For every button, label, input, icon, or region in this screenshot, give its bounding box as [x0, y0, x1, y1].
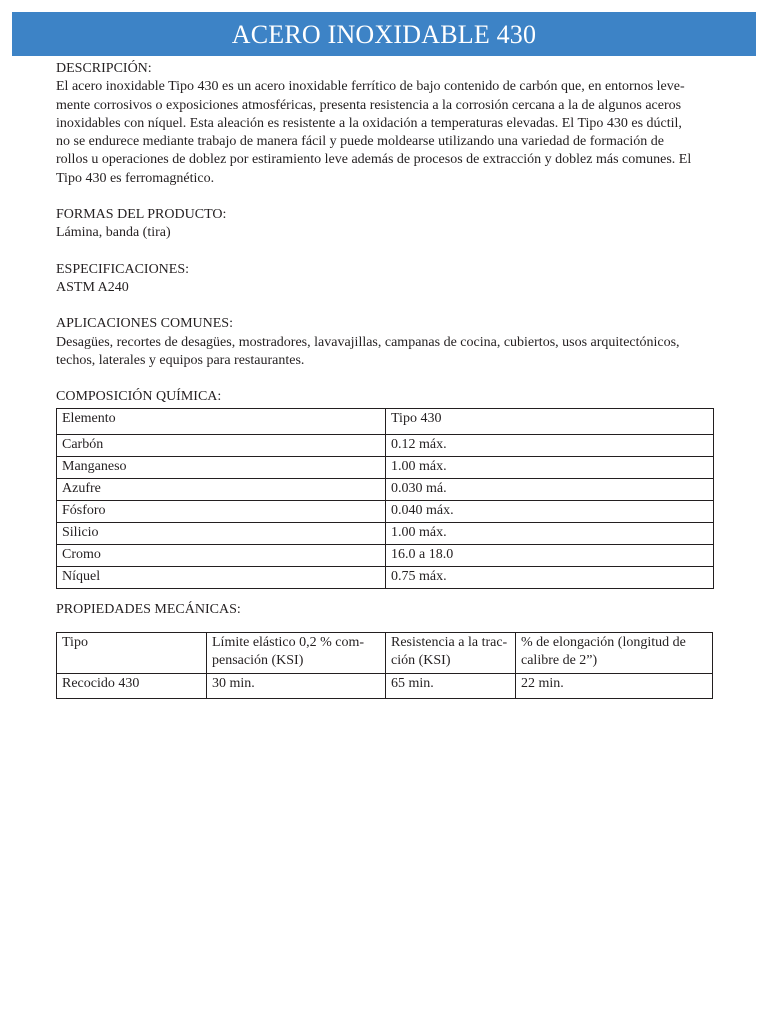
table-cell: 1.00 máx. [386, 523, 714, 545]
table-cell: 30 min. [207, 673, 386, 698]
description-line: mente corrosivos o exposiciones atmosféricas, presenta resistencia a la corrosión cercana a la de algunos aceros [56, 97, 682, 113]
table-header-row [57, 409, 714, 435]
description-text [56, 78, 716, 188]
product-forms-heading: FORMAS DEL PRODUCTO: [56, 207, 227, 223]
table-cell: Azufre [57, 479, 386, 501]
table-cell: Fósforo [57, 501, 386, 523]
table-row [57, 523, 714, 545]
table-header-cell [516, 632, 713, 673]
table-cell: Cromo [57, 545, 386, 567]
applications-line: techos, laterales y equipos para restaurantes. [56, 352, 305, 368]
table-row [57, 479, 714, 501]
applications-section [56, 315, 716, 370]
table-header-line: ción (KSI) [391, 652, 451, 668]
description-line: no se endurece mediante trabajo de manera fácil y puede moldearse utilizando una variedad de formación de [56, 134, 664, 150]
table-cell: 1.00 máx. [386, 457, 714, 479]
description-line: El acero inoxidable Tipo 430 es un acero inoxidable ferrítico de bajo contenido de carbón que, en entornos leve- [56, 79, 685, 95]
table-cell: Manganeso [57, 457, 386, 479]
specifications-heading: ESPECIFICACIONES: [56, 261, 190, 277]
table-header-row [57, 632, 713, 673]
document-body [56, 60, 716, 717]
product-forms-text: Lámina, banda (tira) [56, 225, 171, 241]
chemical-composition-heading: COMPOSICIÓN QUÍMICA: [56, 389, 222, 405]
table-row [57, 501, 714, 523]
table-header-cell: Elemento [57, 409, 386, 435]
table-header-line: Tipo [62, 634, 88, 650]
table-header-line: Límite elástico 0,2 % com- [212, 634, 365, 650]
applications-text [56, 334, 716, 371]
mechanical-properties-table [56, 632, 713, 699]
applications-heading: APLICACIONES COMUNES: [56, 316, 233, 332]
table-cell: Silicio [57, 523, 386, 545]
product-forms-section [56, 206, 716, 243]
table-cell: Recocido 430 [57, 673, 207, 698]
table-cell: 22 min. [516, 673, 713, 698]
table-header-cell [386, 632, 516, 673]
mechanical-properties-section [56, 601, 716, 698]
table-cell: Carbón [57, 435, 386, 457]
mechanical-properties-heading: PROPIEDADES MECÁNICAS: [56, 602, 241, 618]
table-row [57, 545, 714, 567]
table-cell: 0.12 máx. [386, 435, 714, 457]
specifications-section [56, 261, 716, 298]
table-cell: 0.75 máx. [386, 567, 714, 589]
description-line: Tipo 430 es ferromagnético. [56, 170, 215, 186]
table-header-line: % de elongación (longitud de [521, 634, 686, 650]
table-cell: 0.030 má. [386, 479, 714, 501]
description-line: rollos u operaciones de doblez por estiramiento leve además de procesos de extracción y doblez más comunes. El [56, 152, 692, 168]
table-header-cell [57, 632, 207, 673]
specifications-text: ASTM A240 [56, 279, 129, 295]
table-row [57, 435, 714, 457]
table-row [57, 567, 714, 589]
table-cell: 65 min. [386, 673, 516, 698]
table-header-line: pensación (KSI) [212, 652, 304, 668]
chemical-composition-section [56, 388, 716, 589]
description-section [56, 60, 716, 188]
applications-line: Desagües, recortes de desagües, mostradores, lavavajillas, campanas de cocina, cubiertos, usos arquitectónicos, [56, 334, 680, 350]
description-heading: DESCRIPCIÓN: [56, 61, 152, 76]
table-header-cell: Tipo 430 [386, 409, 714, 435]
page-title: ACERO INOXIDABLE 430 [12, 12, 756, 56]
table-cell: 16.0 a 18.0 [386, 545, 714, 567]
table-cell: 0.040 máx. [386, 501, 714, 523]
chemical-composition-table [56, 408, 714, 589]
table-header-line: Resistencia a la trac- [391, 634, 508, 650]
table-row [57, 673, 713, 698]
table-cell: Níquel [57, 567, 386, 589]
table-header-cell [207, 632, 386, 673]
description-line: inoxidables con níquel. Esta aleación es resistente a la oxidación a temperaturas elevadas. El Tipo 430 es dúctil, [56, 115, 682, 131]
table-header-line: calibre de 2”) [521, 652, 598, 668]
table-row [57, 457, 714, 479]
